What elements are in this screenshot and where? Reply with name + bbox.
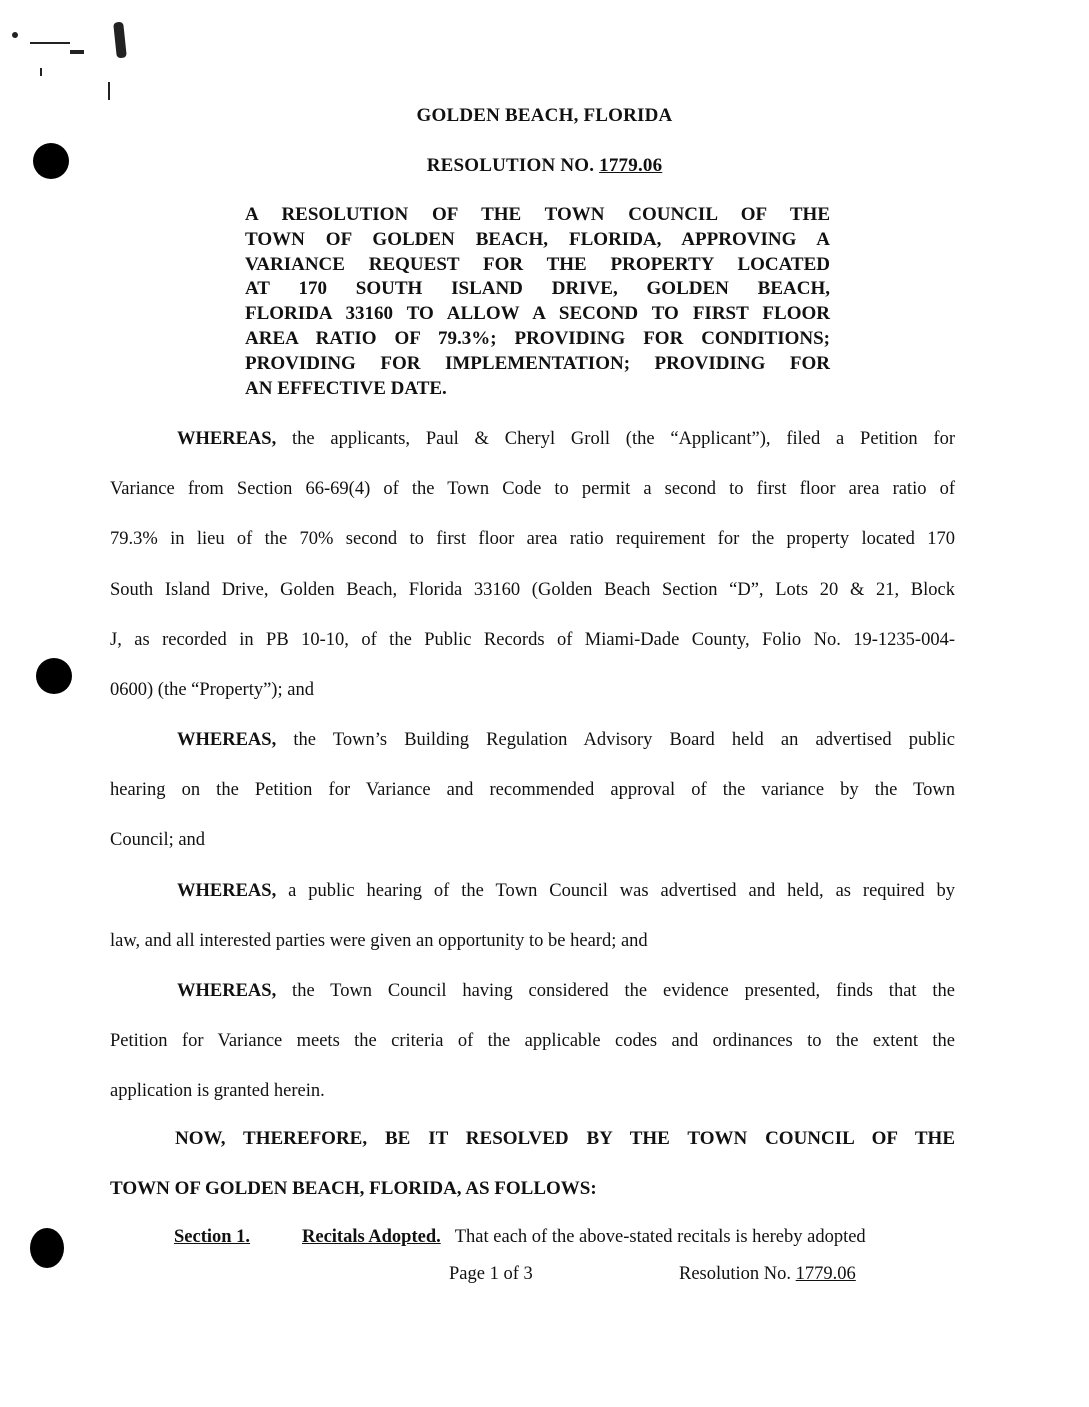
footer-page-number: Page 1 of 3 [449, 1264, 533, 1284]
resolved-line: NOW, THEREFORE, BE IT RESOLVED BY THE TOWN COUNCIL OF THE [175, 1128, 955, 1149]
caption-line: VARIANCE REQUEST FOR THE PROPERTY LOCATED [245, 253, 830, 275]
caption-line: TOWN OF GOLDEN BEACH, FLORIDA, APPROVING A [245, 228, 830, 250]
caption-line: AT 170 SOUTH ISLAND DRIVE, GOLDEN BEACH, [245, 278, 830, 300]
paragraph-line: Petition for Variance meets the criteria of the applicable codes and ordinances to the extent the [110, 1031, 955, 1052]
scan-artifact [108, 82, 110, 100]
resolution-number: 1779.06 [599, 155, 663, 176]
paragraph-line: 0600) (the “Property”); and [110, 679, 314, 700]
scan-artifact [113, 22, 127, 59]
whereas-paragraph-3 [110, 866, 955, 966]
paragraph-line: J, as recorded in PB 10-10, of the Public Records of Miami-Dade County, Folio No. 19-1235-004- [110, 629, 955, 650]
scan-artifact [70, 50, 84, 54]
whereas-paragraph-2 [110, 715, 955, 866]
footer-resolution-value: 1779.06 [795, 1264, 856, 1284]
resolution-label: RESOLUTION NO. [426, 155, 600, 176]
paragraph-line: Variance from Section 66-69(4) of the Town Code to permit a second to first floor area ratio of [110, 479, 955, 500]
paragraph-text: the Town’s Building Regulation Advisory Board held an advertised public [276, 730, 955, 750]
whereas-keyword: WHEREAS, [177, 429, 277, 449]
document-heading: GOLDEN BEACH, FLORIDA [416, 105, 673, 126]
paragraph-text: the Town Council having considered the evidence presented, finds that the [276, 981, 955, 1001]
caption-line: FLORIDA 33160 TO ALLOW A SECOND TO FIRST FLOOR [245, 303, 830, 325]
paragraph-line: hearing on the Petition for Variance and recommended approval of the variance by the Town [110, 780, 955, 801]
section-1 [174, 1227, 950, 1248]
whereas-paragraph-1 [110, 414, 955, 715]
scan-artifact [40, 68, 42, 76]
caption-line: AREA RATIO OF 79.3%; PROVIDING FOR CONDITIONS; [245, 327, 830, 349]
scan-artifact [30, 42, 70, 44]
paragraph-line: 79.3% in lieu of the 70% second to first floor area ratio requirement for the property located 170 [110, 529, 955, 550]
footer-resolution-number [679, 1264, 856, 1285]
caption-line: AN EFFECTIVE DATE. [245, 377, 447, 399]
whereas-keyword: WHEREAS, [177, 730, 277, 750]
whereas-paragraph-4 [110, 966, 955, 1117]
section-number: Section 1. [174, 1227, 251, 1247]
whereas-keyword: WHEREAS, [177, 981, 277, 1001]
paragraph-line: application is granted herein. [110, 1081, 325, 1102]
paragraph-text: the applicants, Paul & Cheryl Groll (the “Applicant”), filed a Petition for [276, 429, 955, 449]
resolution-number-heading [0, 155, 1089, 177]
whereas-keyword: WHEREAS, [177, 881, 277, 901]
paragraph-line: Council; and [110, 830, 206, 851]
section-text: That each of the above-stated recitals is hereby adopted [454, 1227, 866, 1247]
section-title: Recitals Adopted. [302, 1227, 441, 1247]
resolution-caption [245, 203, 830, 401]
resolved-line: TOWN OF GOLDEN BEACH, FLORIDA, AS FOLLOWS: [110, 1178, 597, 1200]
footer-resolution-label: Resolution No. [679, 1264, 796, 1284]
punch-hole-middle [36, 658, 72, 694]
punch-hole-bottom [30, 1228, 64, 1268]
resolved-clause [110, 1114, 955, 1214]
paragraph-line: law, and all interested parties were given an opportunity to be heard; and [110, 931, 648, 952]
paragraph-text: a public hearing of the Town Council was advertised and held, as required by [276, 881, 955, 901]
caption-line: PROVIDING FOR IMPLEMENTATION; PROVIDING FOR [245, 352, 830, 374]
caption-line: A RESOLUTION OF THE TOWN COUNCIL OF THE [245, 204, 830, 225]
scan-artifact [12, 32, 18, 38]
paragraph-line: South Island Drive, Golden Beach, Florida 33160 (Golden Beach Section “D”, Lots 20 & 21, Block [110, 579, 955, 600]
